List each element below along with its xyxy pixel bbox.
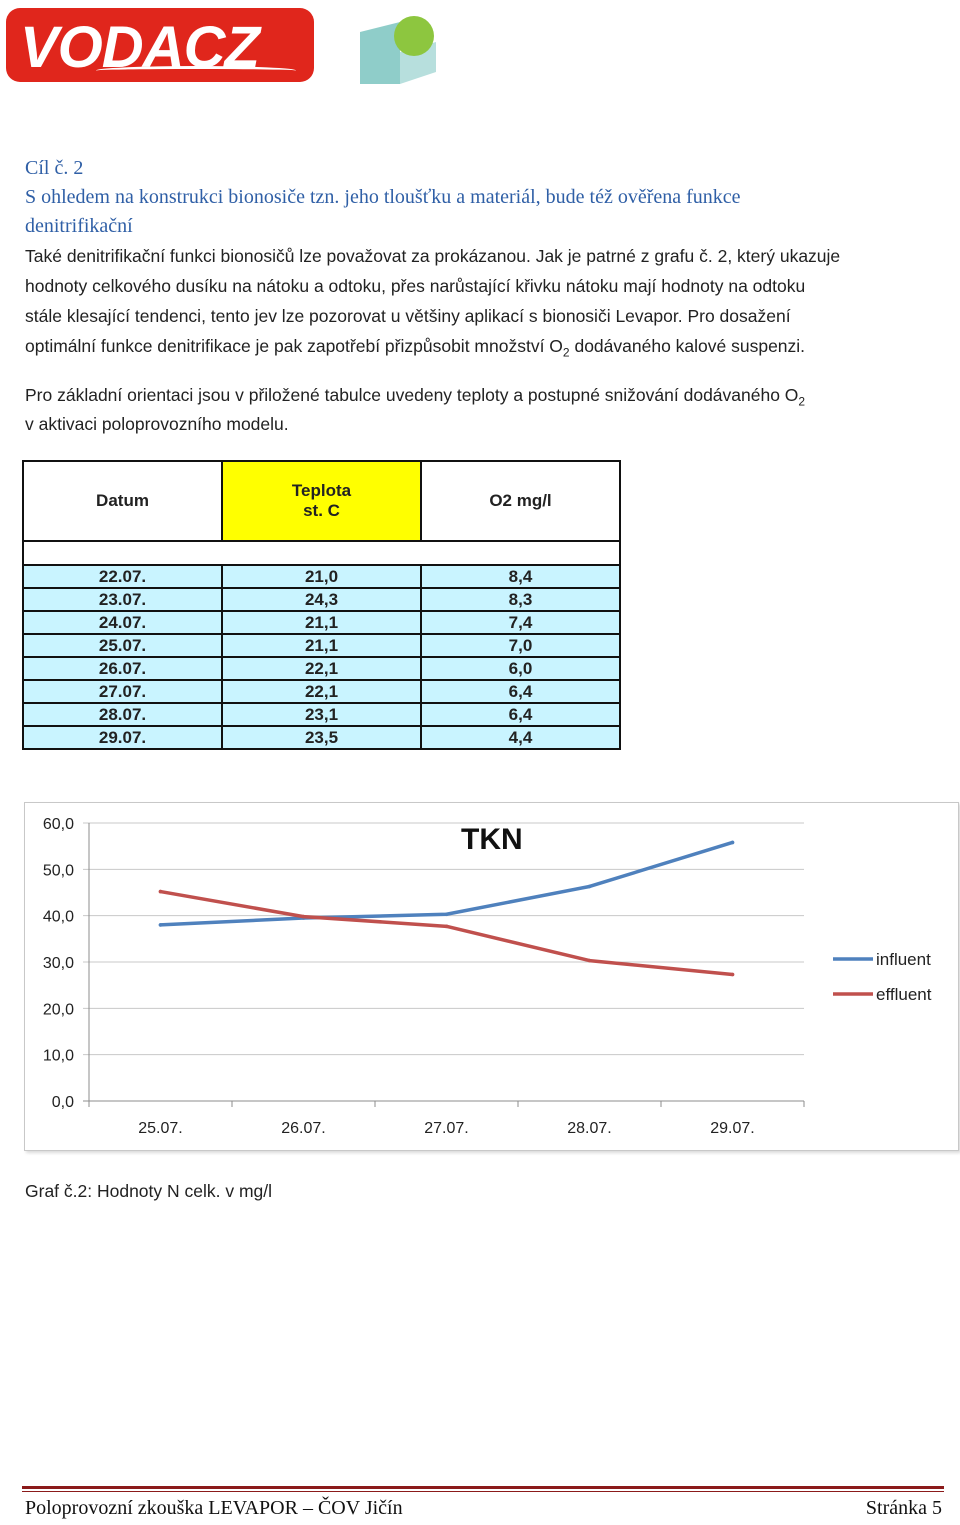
cell-o2: 6,4 (421, 680, 620, 703)
cell-temperature: 24,3 (222, 588, 421, 611)
levapor-leaf-icon (358, 12, 438, 84)
header-o2: O2 mg/l (421, 461, 620, 541)
paragraph1-line2: hodnoty celkového dusíku na nátoku a odtoku, přes narůstající křivku nátoku mají hodnoty na odtoku (25, 276, 806, 296)
cell-temperature: 22,1 (222, 680, 421, 703)
chart-caption: Graf č.2: Hodnoty N celk. v mg/l (25, 1181, 273, 1201)
cell-o2: 4,4 (421, 726, 620, 749)
table-row (23, 611, 620, 634)
vodacz-logo (6, 8, 314, 82)
cell-o2: 7,4 (421, 611, 620, 634)
cell-o2: 8,4 (421, 565, 620, 588)
data-point-influent (159, 923, 163, 927)
table-row (23, 657, 620, 680)
cell-date: 25.07. (23, 634, 222, 657)
x-tick-label: 27.07. (424, 1120, 469, 1137)
temperature-o2-table (22, 460, 621, 750)
y-tick-label: 60,0 (42, 816, 74, 833)
cell-temperature: 23,1 (222, 703, 421, 726)
cell-date: 27.07. (23, 680, 222, 703)
table-row (23, 680, 620, 703)
data-point-influent (588, 885, 592, 889)
cell-temperature: 21,0 (222, 565, 421, 588)
paragraph1-line4-a: optimální funkce denitrifikace je pak zapotřebí přizpůsobit množství O (25, 336, 563, 356)
cell-date: 26.07. (23, 657, 222, 680)
header-temperature-line2: st. C (303, 501, 340, 520)
tkn-chart (24, 802, 958, 1150)
footer-left-text: Poloprovozní zkouška LEVAPOR – ČOV Jičín (25, 1497, 403, 1519)
header-date: Datum (23, 461, 222, 541)
cell-date: 23.07. (23, 588, 222, 611)
paragraph2-line1-sub: 2 (798, 394, 806, 409)
chart-title: TKN (461, 823, 523, 856)
x-tick-label: 28.07. (567, 1120, 612, 1137)
goal-title: Cíl č. 2 (25, 157, 84, 179)
logo-swoosh (96, 66, 296, 75)
header-temperature (222, 461, 421, 541)
legend-label-effluent: effluent (876, 985, 932, 1004)
table-row (23, 726, 620, 749)
table-row (23, 703, 620, 726)
table-spacer-row (23, 541, 620, 565)
paragraph1-line4-b: dodávaného kalové suspenzi. (569, 336, 806, 356)
cell-o2: 8,3 (421, 588, 620, 611)
cell-temperature: 21,1 (222, 634, 421, 657)
x-tick-label: 26.07. (281, 1120, 326, 1137)
table-row (23, 634, 620, 657)
y-tick-label: 40,0 (42, 908, 74, 926)
x-tick-label: 25.07. (138, 1120, 183, 1137)
legend-label-influent: influent (876, 950, 931, 969)
paragraph2-line1-a: Pro základní orientaci jsou v přiložené tabulce uvedeny teploty a postupné snižování dodávaného O (25, 385, 799, 405)
y-tick-label: 10,0 (42, 1047, 74, 1065)
cell-temperature: 22,1 (222, 657, 421, 680)
paragraph1-line4 (25, 331, 805, 368)
paragraph1-line4-sub: 2 (562, 345, 570, 360)
cell-date: 24.07. (23, 611, 222, 634)
data-point-effluent (731, 973, 735, 977)
x-tick-label: 29.07. (710, 1120, 755, 1137)
table-row (23, 588, 620, 611)
y-tick-label: 30,0 (42, 955, 74, 972)
footer-page-number: Stránka 5 (865, 1497, 942, 1519)
paragraph1-line3: stále klesající tendenci, tento jev lze pozorovat u většiny aplikací s bionosiči Levapor. Pro dosažení (25, 306, 791, 326)
paragraph2-line2: v aktivaci poloprovozního modelu. (25, 414, 289, 434)
paragraph1-line1: Také denitrifikační funkci bionosičů lze považovat za prokázanou. Jak je patrné z grafu č. 2, který ukazuje (25, 246, 841, 266)
data-point-effluent (159, 890, 163, 894)
logo-text: VODACZ (20, 15, 259, 80)
cell-o2: 7,0 (421, 634, 620, 657)
y-tick-label: 50,0 (42, 862, 74, 880)
footer-divider-thin (22, 1491, 944, 1492)
cell-o2: 6,4 (421, 703, 620, 726)
cell-temperature: 21,1 (222, 611, 421, 634)
data-point-influent (731, 841, 735, 845)
data-point-effluent (445, 925, 449, 929)
goal-subtitle-line2: denitrifikační (25, 215, 133, 237)
table-row (23, 565, 620, 588)
table-header-row (23, 461, 620, 541)
cell-date: 28.07. (23, 703, 222, 726)
cell-date: 29.07. (23, 726, 222, 749)
goal-subtitle-line1: S ohledem na konstrukci bionosiče tzn. jeho tloušťku a materiál, bude též ověřena funkce (25, 186, 741, 208)
table-body (23, 565, 620, 749)
data-point-influent (445, 912, 449, 916)
table-spacer-cell (23, 541, 620, 565)
header-temperature-line1: Teplota (291, 481, 352, 500)
y-tick-label: 20,0 (42, 1001, 74, 1019)
cell-temperature: 23,5 (222, 726, 421, 749)
y-tick-label: 0,0 (51, 1094, 74, 1111)
cell-date: 22.07. (23, 565, 222, 588)
data-point-effluent (302, 915, 306, 919)
footer-divider (22, 1486, 944, 1489)
cell-o2: 6,0 (421, 657, 620, 680)
data-point-effluent (588, 959, 592, 963)
